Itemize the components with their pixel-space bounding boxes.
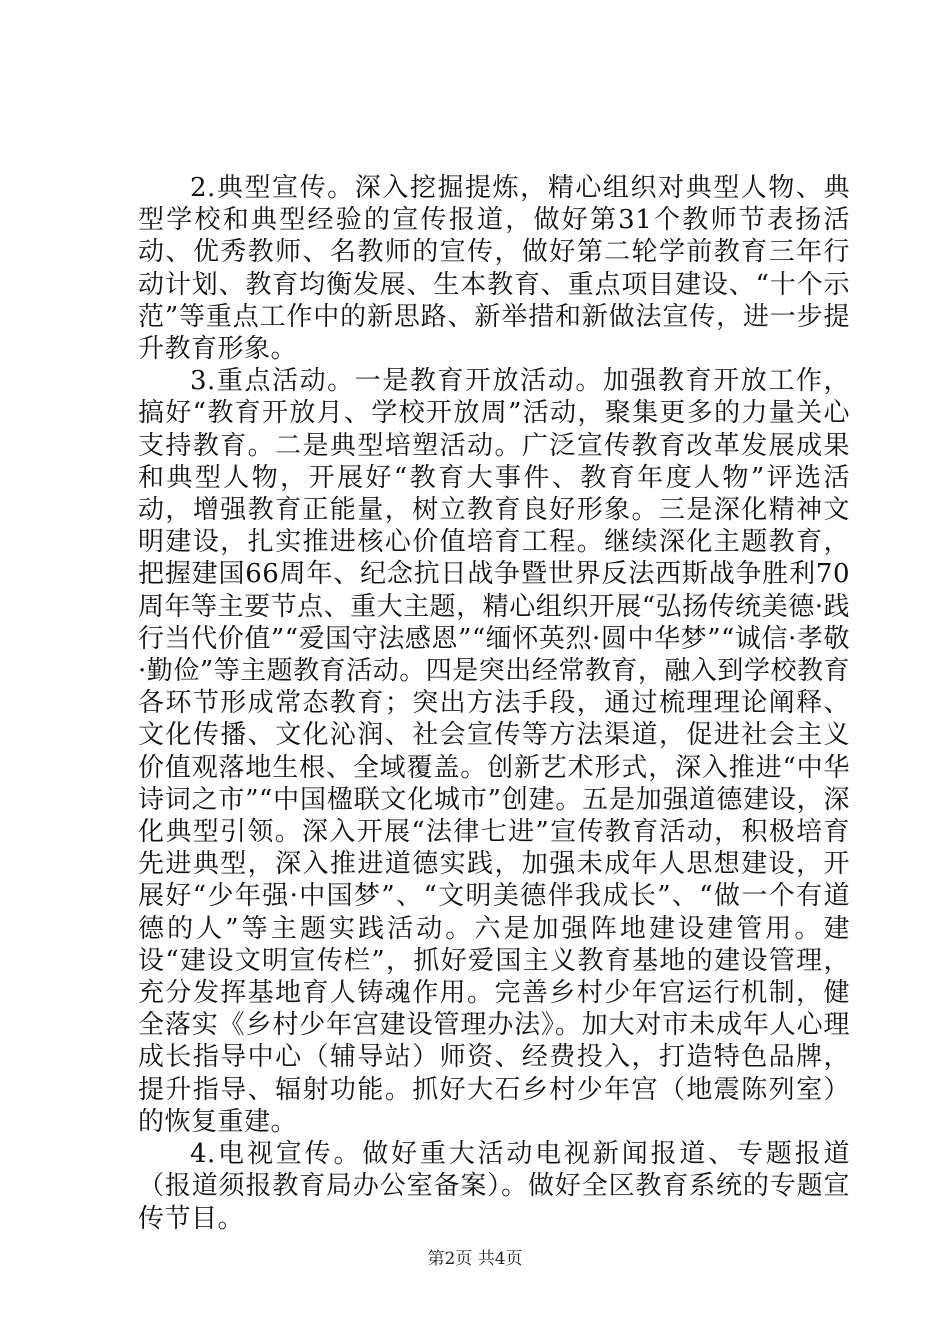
paragraph-key-activities: 3.重点活动。一是教育开放活动。加强教育开放工作，搞好“教育开放月、学校开放周”活动，聚集更多的力量关心支持教育。二是典型培塑活动。广泛宣传教育改革发展成果和典型人物，开展好“教育大事件、教育年度人物”评选活动，增强教育正能量，树立教育良好形象。三是深化精神文明建设，扎实推进核心价值培育工程。继续深化主题教育，把握建国66周年、纪念抗日战争暨世界反法西斯战争胜利70周年等主要节点、重大主题，精心组织开展“弘扬传统美德·践行当代价值”“爱国守法感恩”“缅怀英烈·圆中华梦”“诚信·孝敬·勤俭”等主题教育活动。四是突出经常教育，融入到学校教育各环节形成常态教育；突出方法手段，通过梳理理论阐释、文化传播、文化沁润、社会宣传等方法渠道，促进社会主义价值观落地生根、全域覆盖。创新艺术形式，深入推进“中华诗词之市”“中国楹联文化城市”创建。五是加强道德建设，深化典型引领。深入开展“法律七进”宣传教育活动，积极培育先进典型，深入推进道德实践，加强未成年人思想建设，开展好“少年强·中国梦”、“文明美德伴我成长”、“做一个有道德的人”等主题实践活动。六是加强阵地建设建管用。建设“建设文明宣传栏”，抓好爱国主义教育基地的建设管理，充分发挥基地育人铸魂作用。完善乡村少年宫运行机制，健全落实《乡村少年宫建设管理办法》。加大对市未成年人心理成长指导中心（辅导站）师资、经费投入，打造特色品牌，提升指导、辐射功能。抓好大石乡村少年宫（地震陈列室）的恢复重建。	[138, 366, 850, 1137]
paragraph-typical-publicity: 2.典型宣传。深入挖掘提炼，精心组织对典型人物、典型学校和典型经验的宣传报道，做好第31个教师节表扬活动、优秀教师、名教师的宣传，做好第二轮学前教育三年行动计划、教育均衡发展、生本教育、重点项目建设、“十个示范”等重点工作中的新思路、新举措和新做法宣传，进一步提升教育形象。	[138, 173, 850, 365]
document-body	[138, 172, 850, 1235]
page-number-footer: 第2页 共4页	[427, 1249, 523, 1269]
paragraph-tv-publicity: 4.电视宣传。做好重大活动电视新闻报道、专题报道（报道须报教育局办公室备案）。做好全区教育系统的专题宣传节目。	[138, 1139, 850, 1234]
